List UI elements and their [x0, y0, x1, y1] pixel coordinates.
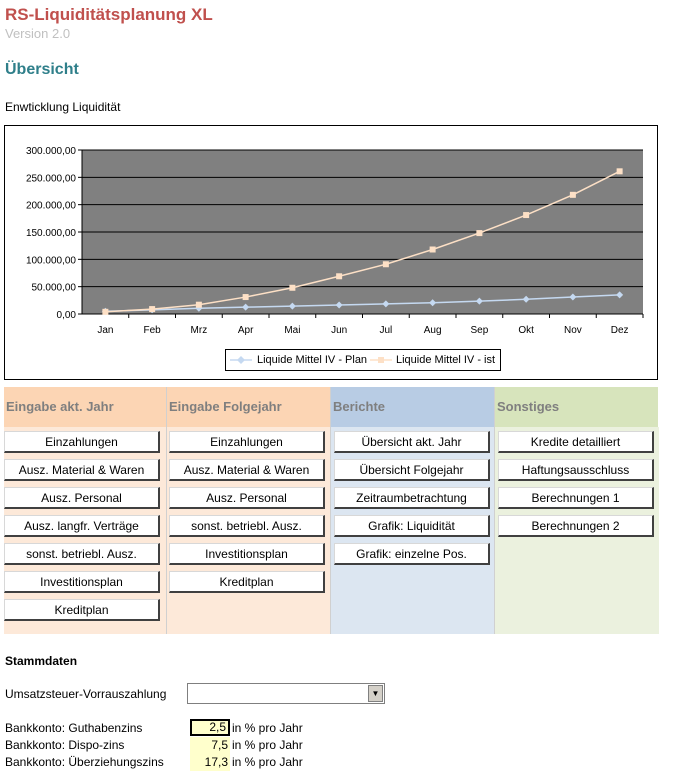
y-tick-label: 100.000,00	[25, 255, 76, 267]
sonst-betriebl-folge-button[interactable]: sonst. betriebl. Ausz.	[169, 515, 325, 537]
kreditplan-akt-button[interactable]: Kreditplan	[4, 599, 160, 621]
kredite-detailliert-button[interactable]: Kredite detailliert	[498, 431, 654, 453]
chevron-down-icon[interactable]: ▼	[368, 685, 383, 702]
chart-caption: Enwticklung Liquidität	[5, 100, 121, 114]
ausz-material-folge-button[interactable]: Ausz. Material & Waren	[169, 459, 325, 481]
legend-plan-label: Liquide Mittel IV - Plan	[257, 354, 368, 366]
y-tick-label: 250.000,00	[25, 173, 76, 185]
y-tick-label: 300.000,00	[25, 146, 76, 157]
investitionsplan-folge-button[interactable]: Investitionsplan	[169, 543, 325, 565]
uebersicht-folgejahr-button[interactable]: Übersicht Folgejahr	[334, 459, 490, 481]
data-point-ist	[336, 273, 342, 279]
x-tick-label: Mrz	[190, 325, 208, 336]
x-tick-label: Nov	[563, 325, 582, 336]
guthabenzins-label: Bankkonto: Guthabenzins	[5, 721, 143, 735]
data-point-ist	[617, 168, 623, 174]
berechnungen-2-button[interactable]: Berechnungen 2	[498, 515, 654, 537]
data-point-ist	[289, 285, 295, 291]
app-version: Version 2.0	[5, 26, 71, 41]
legend-ist-marker	[370, 355, 392, 365]
x-tick-label: Okt	[518, 325, 534, 336]
col-eingabe-akt-jahr-header: Eingabe akt. Jahr	[4, 387, 166, 427]
dispozins-label: Bankkonto: Dispo-zins	[5, 738, 125, 752]
x-tick-label: Mai	[284, 325, 301, 336]
kreditplan-folge-button[interactable]: Kreditplan	[169, 571, 325, 593]
y-tick-label: 150.000,00	[25, 228, 76, 239]
ausz-personal-folge-button[interactable]: Ausz. Personal	[169, 487, 325, 509]
data-point-ist	[430, 246, 436, 252]
legend-ist-label: Liquide Mittel IV - ist	[396, 354, 496, 366]
col-berichte	[330, 427, 495, 634]
app-title: RS-Liquiditätsplanung XL	[5, 5, 213, 24]
x-tick-label: Apr	[237, 325, 254, 336]
ueberziehungszins-label: Bankkonto: Überziehungszins	[5, 755, 164, 769]
dispozins-unit: in % pro Jahr	[232, 738, 303, 752]
grafik-einzelne-pos-button[interactable]: Grafik: einzelne Pos.	[334, 543, 490, 565]
einzahlungen-akt-button[interactable]: Einzahlungen	[4, 431, 160, 453]
ueberziehungszins-unit: in % pro Jahr	[232, 755, 303, 769]
zeitraumbetrachtung-button[interactable]: Zeitraumbetrachtung	[334, 487, 490, 509]
col-sonstiges	[494, 427, 659, 634]
ust-select[interactable]	[187, 683, 385, 704]
ausz-langfr-vertraege-button[interactable]: Ausz. langfr. Verträge	[4, 515, 160, 537]
y-tick-label: 200.000,00	[25, 200, 76, 212]
chart-canvas	[5, 126, 657, 379]
einzahlungen-folge-button[interactable]: Einzahlungen	[169, 431, 325, 453]
ausz-personal-akt-button[interactable]: Ausz. Personal	[4, 487, 160, 509]
x-tick-label: Aug	[423, 325, 442, 336]
y-tick-label: 50.000,00	[31, 282, 76, 294]
data-point-ist	[149, 306, 155, 312]
col-eingabe-folgejahr	[166, 427, 331, 634]
x-tick-label: Jul	[379, 325, 393, 336]
data-point-ist	[570, 192, 576, 198]
x-tick-label: Jun	[331, 325, 348, 336]
grafik-liquiditaet-button[interactable]: Grafik: Liquidität	[334, 515, 490, 537]
investitionsplan-akt-button[interactable]: Investitionsplan	[4, 571, 160, 593]
col-sonstiges-header: Sonstiges	[494, 387, 658, 427]
chart-legend	[225, 349, 501, 371]
x-tick-label: Sep	[470, 325, 489, 336]
berechnungen-1-button[interactable]: Berechnungen 1	[498, 487, 654, 509]
legend-plan-marker	[230, 355, 252, 365]
data-point-ist	[523, 212, 529, 218]
haftungsausschluss-button[interactable]: Haftungsausschluss	[498, 459, 654, 481]
col-eingabe-folgejahr-header: Eingabe Folgejahr	[166, 387, 330, 427]
ust-label: Umsatzsteuer-Vorrauszahlung	[5, 687, 167, 701]
dispozins-input[interactable]: 7,5	[190, 737, 230, 754]
page-title: Übersicht	[5, 61, 79, 78]
liquidity-chart[interactable]	[4, 125, 658, 380]
ueberziehungszins-input[interactable]: 17,3	[190, 754, 230, 771]
data-point-ist	[476, 230, 482, 236]
x-tick-label: Dez	[610, 325, 629, 336]
stammdaten-title: Stammdaten	[5, 654, 78, 668]
col-berichte-header: Berichte	[330, 387, 494, 427]
ausz-material-akt-button[interactable]: Ausz. Material & Waren	[4, 459, 160, 481]
data-point-ist	[196, 302, 202, 308]
data-point-ist	[102, 309, 108, 315]
x-tick-label: Feb	[143, 325, 161, 336]
y-tick-label: 0,00	[56, 310, 76, 321]
x-tick-label: Jan	[97, 325, 114, 336]
col-eingabe-akt-jahr	[4, 427, 166, 634]
guthabenzins-unit: in % pro Jahr	[232, 721, 303, 735]
data-point-ist	[243, 294, 249, 300]
guthabenzins-input[interactable]: 2,5	[190, 719, 230, 736]
sonst-betriebl-akt-button[interactable]: sonst. betriebl. Ausz.	[4, 543, 160, 565]
uebersicht-akt-jahr-button[interactable]: Übersicht akt. Jahr	[334, 431, 490, 453]
data-point-ist	[383, 261, 389, 267]
